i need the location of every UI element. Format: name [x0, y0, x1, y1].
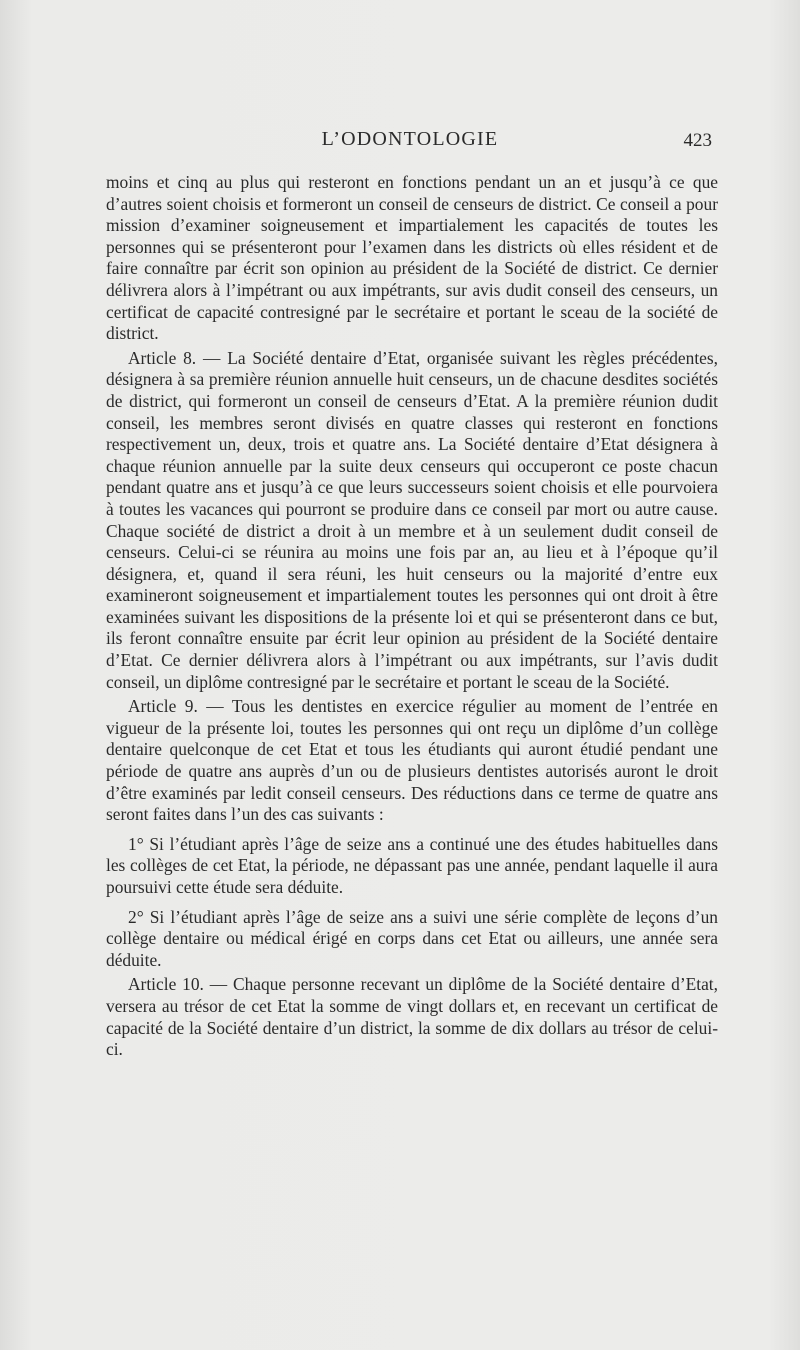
paragraph-case-2: 2° Si l’étudiant après l’âge de seize ans a suivi une série complète de leçons d’un collège dentaire ou médical érigé en corps dans cet Etat ou ailleurs, une année sera déduite.: [106, 906, 718, 970]
body-text: [106, 172, 718, 1064]
paragraph-article-8: Article 8. — La Société dentaire d’Etat, organisée suivant les règles précédentes, désignera à sa première réunion annuelle huit censeurs, un de chacune desdites sociétés de district, qui formeront un conseil de censeurs d’Etat. A la première réunion dudit conseil, les membres seront divisés en quatre classes qui resteront en fonctions respectivement un, deux, trois et quatre ans. La Société dentaire d’Etat désignera à chaque réunion annuelle par la suite deux censeurs qui occuperont ce poste chacun pendant quatre ans et jusqu’à ce que leurs successeurs soient choisis et elle pourvoiera à toutes les vacances qui pourront se produire dans ce conseil par mort ou autre cause. Chaque société de district a droit à un membre et à un seulement dudit conseil de censeurs. Celui-ci se réunira au moins une fois par an, au lieu et à l’époque qu’il désignera, et, quand il sera réuni, les huit censeurs ou la majorité d’entre eux examineront soigneusement et impartialement toutes les personnes qui ont droit à être examinées suivant les dispositions de la présente loi et qui se présenteront dans ce but, ils feront connaître ensuite par écrit leur opinion au président de la Société dentaire d’Etat. Ce dernier délivrera alors à l’impétrant ou aux impétrants, sur l’avis dudit conseil, un diplôme contresigné par le secrétaire et portant le sceau de la Société.: [106, 347, 718, 692]
paragraph-article-10: Article 10. — Chaque personne recevant un diplôme de la Société dentaire d’Etat, versera au trésor de cet Etat la somme de vingt dollars et, en recevant un certificat de capacité de la Société dentaire d’un district, la somme de dix dollars au trésor de celui-ci.: [106, 974, 718, 1060]
paragraph-case-1: 1° Si l’étudiant après l’âge de seize ans a continué une des études habituelles dans les collèges de cet Etat, la période, ne dépassant pas une année, pendant laquelle il aura poursuivi cette étude sera déduite.: [106, 833, 718, 897]
running-title: L’ODONTOLOGIE: [321, 128, 499, 150]
page-number: 423: [683, 130, 712, 151]
page-header: [108, 128, 712, 158]
paragraph-article-9: Article 9. — Tous les dentistes en exercice régulier au moment de l’entrée en vigueur de la présente loi, toutes les personnes qui ont reçu un diplôme d’un collège dentaire quelconque de cet Etat et tous les étudiants qui auront étudié pendant une période de quatre ans auprès d’un ou de plusieurs dentistes autorisés auront le droit d’être examinés par ledit conseil censeurs. Des réductions dans ce terme de quatre ans seront faites dans l’un des cas suivants :: [106, 696, 718, 825]
paragraph-continuation: moins et cinq au plus qui resteront en fonctions pendant un an et jusqu’à ce que d’autres soient choisis et formeront un conseil de censeurs de district. Ce conseil a pour mission d’examiner soigneusement et impartialement les capacités de toutes les personnes qui se présenteront pour l’examen dans les districts où elles résident et de faire connaître par écrit son opinion au président de la Société de district. Ce dernier délivrera alors à l’impétrant ou aux impétrants, sur avis dudit conseil des censeurs, un certificat de capacité contresigné par le secrétaire et portant le sceau de la société de district.: [106, 172, 718, 344]
